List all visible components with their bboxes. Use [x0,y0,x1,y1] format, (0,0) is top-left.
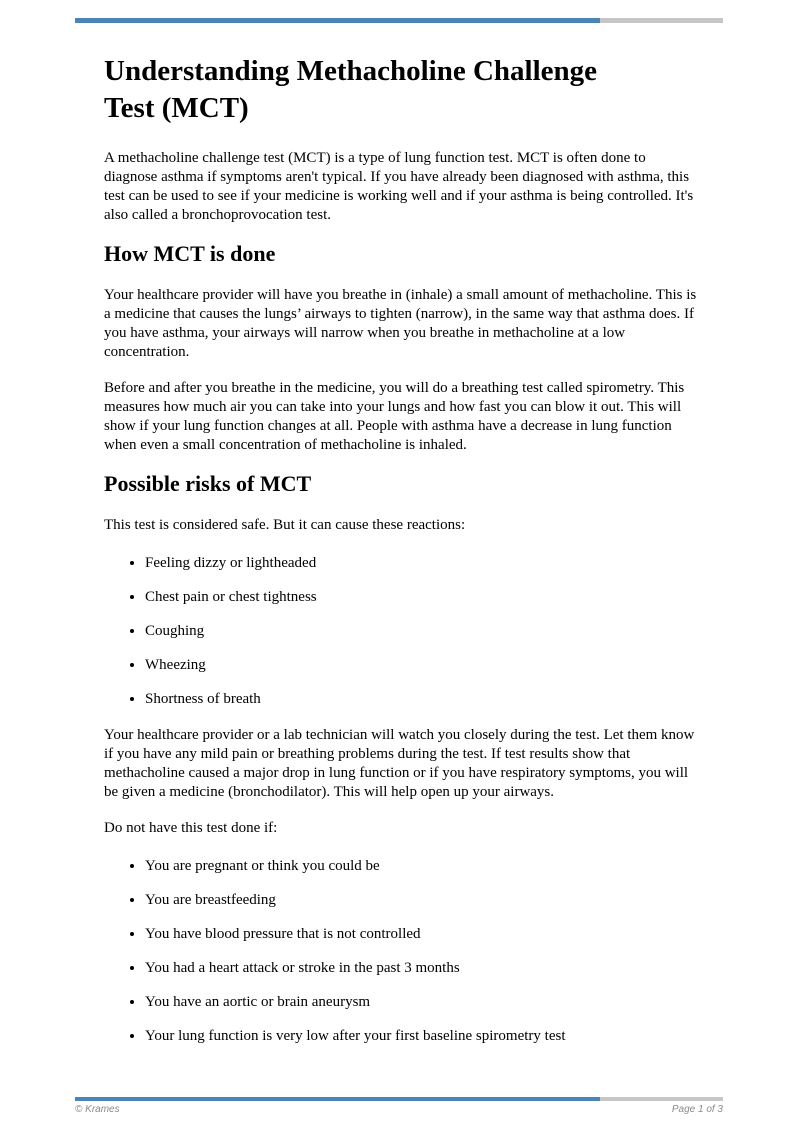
paragraph: Do not have this test done if: [104,820,278,836]
reactions-bullet-list [104,554,698,709]
document-body [104,0,698,1063]
paragraph: Your healthcare provider will have you breathe in (inhale) a small amount of methacholine. This is a medicine that causes the lungs’ airways to tighten (narrow), in the same way that asthma does. If you have asthma, your airways will narrow when you breathe in methacholine at a low concentration. [104,287,697,360]
list-item: • You have an aortic or brain aneurysm [145,993,698,1012]
list-item: • Shortness of breath [145,690,698,709]
do-not-have-test-bullet-list [104,857,698,1046]
section-heading-how-mct-is-done: How MCT is done [104,241,276,266]
footer-accent-bar [75,1097,723,1101]
document-title [104,53,698,127]
document-title-line-2: Test (MCT) [104,92,249,124]
footer-copyright: © Krames [75,1104,120,1115]
footer-page-number: Page 1 of 3 [671,1104,723,1115]
footer-accent-bar-gray [600,1097,723,1101]
document-title-line-1: Understanding Methacholine Challenge [104,55,598,87]
paragraph: This test is considered safe. But it can cause these reactions: [104,517,466,533]
list-item: • You have blood pressure that is not controlled [145,925,698,944]
list-item: • Your lung function is very low after your first baseline spirometry test [145,1027,698,1046]
intro-paragraph: A methacholine challenge test (MCT) is a type of lung function test. MCT is often done to diagnose asthma if symptoms aren't typical. If you have already been diagnosed with asthma, this test can be used to see if your medicine is working well and if your asthma is being controlled. It's also called a bronchoprovocation test. [104,150,694,223]
list-item: • You had a heart attack or stroke in the past 3 months [145,959,698,978]
paragraph: Your healthcare provider or a lab technician will watch you closely during the test. Let them know if you have any mild pain or breathing problems during the test. If test results show that methacholine caused a major drop in lung function or if you have respiratory symptoms, you will be given a medicine (bronchodilator). This will help open up your airways. [104,727,695,800]
paragraph: Before and after you breathe in the medicine, you will do a breathing test called spirometry. This measures how much air you can take into your lungs and how fast you can blow it out. This will show if your lung function changes at all. People with asthma have a decrease in lung function when even a small concentration of methacholine is inhaled. [104,380,685,453]
list-item: • You are pregnant or think you could be [145,857,698,876]
list-item: • Coughing [145,622,698,641]
list-item: • You are breastfeeding [145,891,698,910]
list-item: • Feeling dizzy or lightheaded [145,554,698,573]
list-item: • Chest pain or chest tightness [145,588,698,607]
section-heading-possible-risks: Possible risks of MCT [104,471,312,496]
page-footer [75,1097,723,1115]
footer-text-row [75,1104,723,1115]
footer-accent-bar-blue [75,1097,600,1101]
list-item: • Wheezing [145,656,698,675]
